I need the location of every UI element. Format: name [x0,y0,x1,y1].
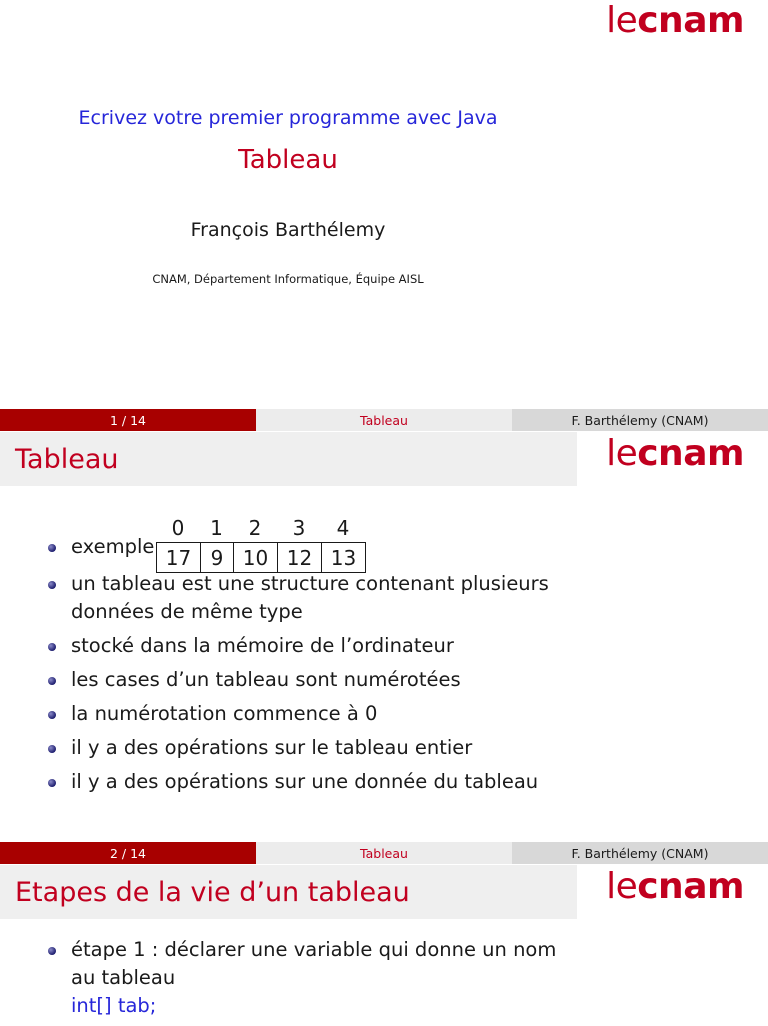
array-index: 2 [248,516,262,540]
footer-title: Tableau [256,409,512,431]
bullet-text: la numérotation commence à 0 [71,702,378,725]
array-index: 1 [210,516,223,540]
array-cell: 9 [201,543,234,572]
list-item [46,936,566,1020]
code-snippet: int[] tab; [71,994,157,1017]
list-item [46,666,566,694]
frame-title-etapes: Etapes de la vie d’un tableau [0,865,577,919]
logo-cnam: cnam [637,433,744,474]
array-index: 3 [292,516,306,540]
presentation-institute: CNAM, Département Informatique, Équipe AISL [152,272,424,286]
bullet-text: les cases d’un tableau sont numérotées [71,668,461,691]
array-cell: 13 [330,545,357,570]
logo-le: le [606,433,638,474]
bullet-icon [48,745,56,753]
bullet-icon [48,581,56,589]
footer-page-number: 1 / 14 [0,409,256,431]
logo-le: le [606,866,638,907]
footer-bar-1 [0,409,768,431]
bullet-text: stocké dans la mémoire de l’ordinateur [71,634,454,657]
bullet-text: étape 1 : déclarer une variable qui donne un nom au tableau [71,938,557,989]
list-item [46,570,566,626]
cnam-logo [606,0,744,41]
example-label: exemple [71,535,155,558]
array-cell: 17 [157,543,201,572]
presentation-subtitle: Ecrivez votre premier programme avec Java [78,107,498,129]
footer-bar-2 [0,842,768,864]
bullet-icon [48,779,56,787]
array-index: 0 [171,516,185,540]
bullet-icon [48,544,56,552]
footer-page-number: 2 / 14 [0,842,256,864]
bullet-icon [48,677,56,685]
bullet-list-etapes [46,936,566,1026]
footer-title: Tableau [256,842,512,864]
bullet-text: il y a des opérations sur une donnée du tableau [71,770,539,793]
presentation-title: Tableau [238,145,338,175]
list-item [46,632,566,660]
bullet-list-tableau [46,533,566,802]
frame-title-tableau: Tableau [0,432,577,486]
cnam-logo [606,433,744,474]
array-cell: 10 [234,543,278,572]
bullet-icon [48,947,56,955]
list-item [46,734,566,762]
list-item [46,768,566,796]
logo-cnam: cnam [637,866,744,907]
logo-cnam: cnam [637,0,744,41]
presentation-author: François Barthélemy [190,219,386,241]
footer-author: F. Barthélemy (CNAM) [512,409,768,431]
array-cells [156,542,366,573]
array-index: 4 [336,516,350,540]
logo-le: le [606,0,638,41]
bullet-icon [48,711,56,719]
bullet-text: il y a des opérations sur le tableau entier [71,736,473,759]
list-item [46,700,566,728]
bullet-text: un tableau est une structure contenant plusieurs données de même type [71,572,549,623]
footer-author: F. Barthélemy (CNAM) [512,842,768,864]
array-index-row [156,516,366,542]
array-example [156,516,366,573]
cnam-logo [606,866,744,907]
array-cell: 12 [278,543,322,572]
bullet-icon [48,643,56,651]
